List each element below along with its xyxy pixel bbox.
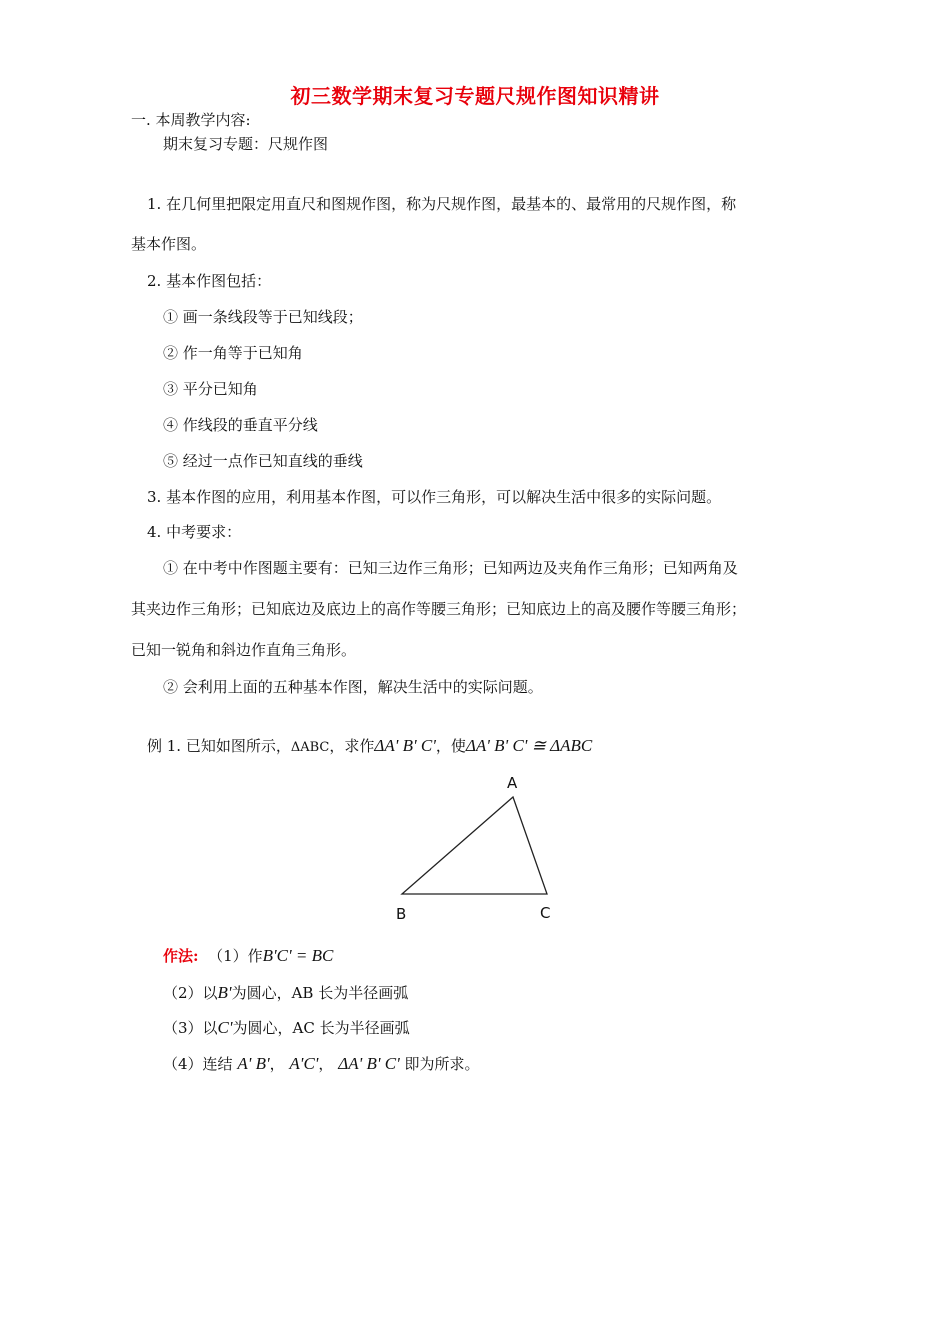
step-4-separator: ， (318, 1055, 334, 1073)
list-item: ① 画一条线段等于已知线段； (163, 308, 363, 326)
example-prefix: 例 1. 已知如图所示， (147, 737, 291, 755)
list-item: ⑤ 经过一点作已知直线的垂线 (163, 452, 363, 470)
triangle-figure (380, 768, 580, 928)
step-2-math: B' (217, 983, 232, 1002)
list-item: ④ 作线段的垂直平分线 (163, 416, 318, 434)
paragraph-3: 3. 基本作图的应用，利用基本作图，可以作三角形，可以解决生活中很多的实际问题。 (147, 488, 722, 506)
example-triangle: ΔABC (290, 740, 330, 755)
paragraph-2: 2. 基本作图包括： (147, 272, 272, 290)
step-2-suffix: 为圆心，AB 长为半径画弧 (231, 984, 409, 1002)
step-4-separator: ， (269, 1055, 285, 1073)
section-topic: 期末复习专题：尺规作图 (163, 135, 329, 153)
paragraph-4a-line-3: 已知一锐角和斜边作直角三角形。 (131, 641, 357, 659)
step-4-math-2: A'C' (289, 1054, 319, 1073)
paragraph-4: 4. 中考要求： (147, 523, 242, 541)
paragraph-1-line-1: 1. 在几何里把限定用直尺和图规作图，称为尺规作图，最基本的、最常用的尺规作图，称 (147, 195, 737, 213)
step-3-suffix: 为圆心，AC 长为半径画弧 (232, 1019, 410, 1037)
paragraph-4b: ② 会利用上面的五种基本作图，解决生活中的实际问题。 (163, 678, 543, 696)
example-line (147, 736, 592, 758)
step-4-math-3: ΔA' B' C' (338, 1054, 400, 1073)
method-step-1 (163, 946, 333, 966)
vertex-label-a: A (507, 774, 518, 792)
triangle-abc (402, 797, 547, 894)
step-4-math-1: A' B' (237, 1054, 270, 1073)
section-heading: 一. 本周教学内容: (131, 111, 251, 129)
example-mid-2: ，使 (435, 737, 466, 755)
list-item: ② 作一角等于已知角 (163, 344, 303, 362)
vertex-label-c: C (540, 904, 551, 922)
step-2-prefix: （2）以 (163, 984, 218, 1002)
method-label: 作法: (163, 947, 199, 965)
paragraph-4a-line-2: 其夹边作三角形；已知底边及底边上的高作等腰三角形；已知底边上的高及腰作等腰三角形； (131, 600, 747, 618)
paragraph-4a-line-1: ① 在中考中作图题主要有：已知三边作三角形；已知两边及夹角作三角形；已知两角及 (163, 559, 738, 577)
step-3-prefix: （3）以 (163, 1019, 218, 1037)
step-3-math: C' (217, 1018, 233, 1037)
paragraph-1-line-2: 基本作图。 (131, 235, 207, 253)
method-step-2 (163, 983, 408, 1003)
step-4-prefix: （4）连结 (163, 1055, 233, 1073)
page-title: 初三数学期末复习专题尺规作图知识精讲 (290, 84, 660, 108)
step-1-math: B'C' = BC (262, 946, 334, 965)
list-item: ③ 平分已知角 (163, 380, 258, 398)
vertex-label-b: B (396, 905, 407, 923)
method-step-3 (163, 1018, 410, 1038)
method-step-4 (163, 1054, 480, 1074)
step-1-prefix: （1）作 (208, 947, 263, 965)
example-mid-1: ，求作 (329, 737, 375, 755)
example-target: ΔA' B' C' (374, 736, 436, 755)
example-congruence: ΔA' B' C' ≅ ΔABC (465, 736, 593, 755)
step-4-suffix: 即为所求。 (404, 1055, 480, 1073)
